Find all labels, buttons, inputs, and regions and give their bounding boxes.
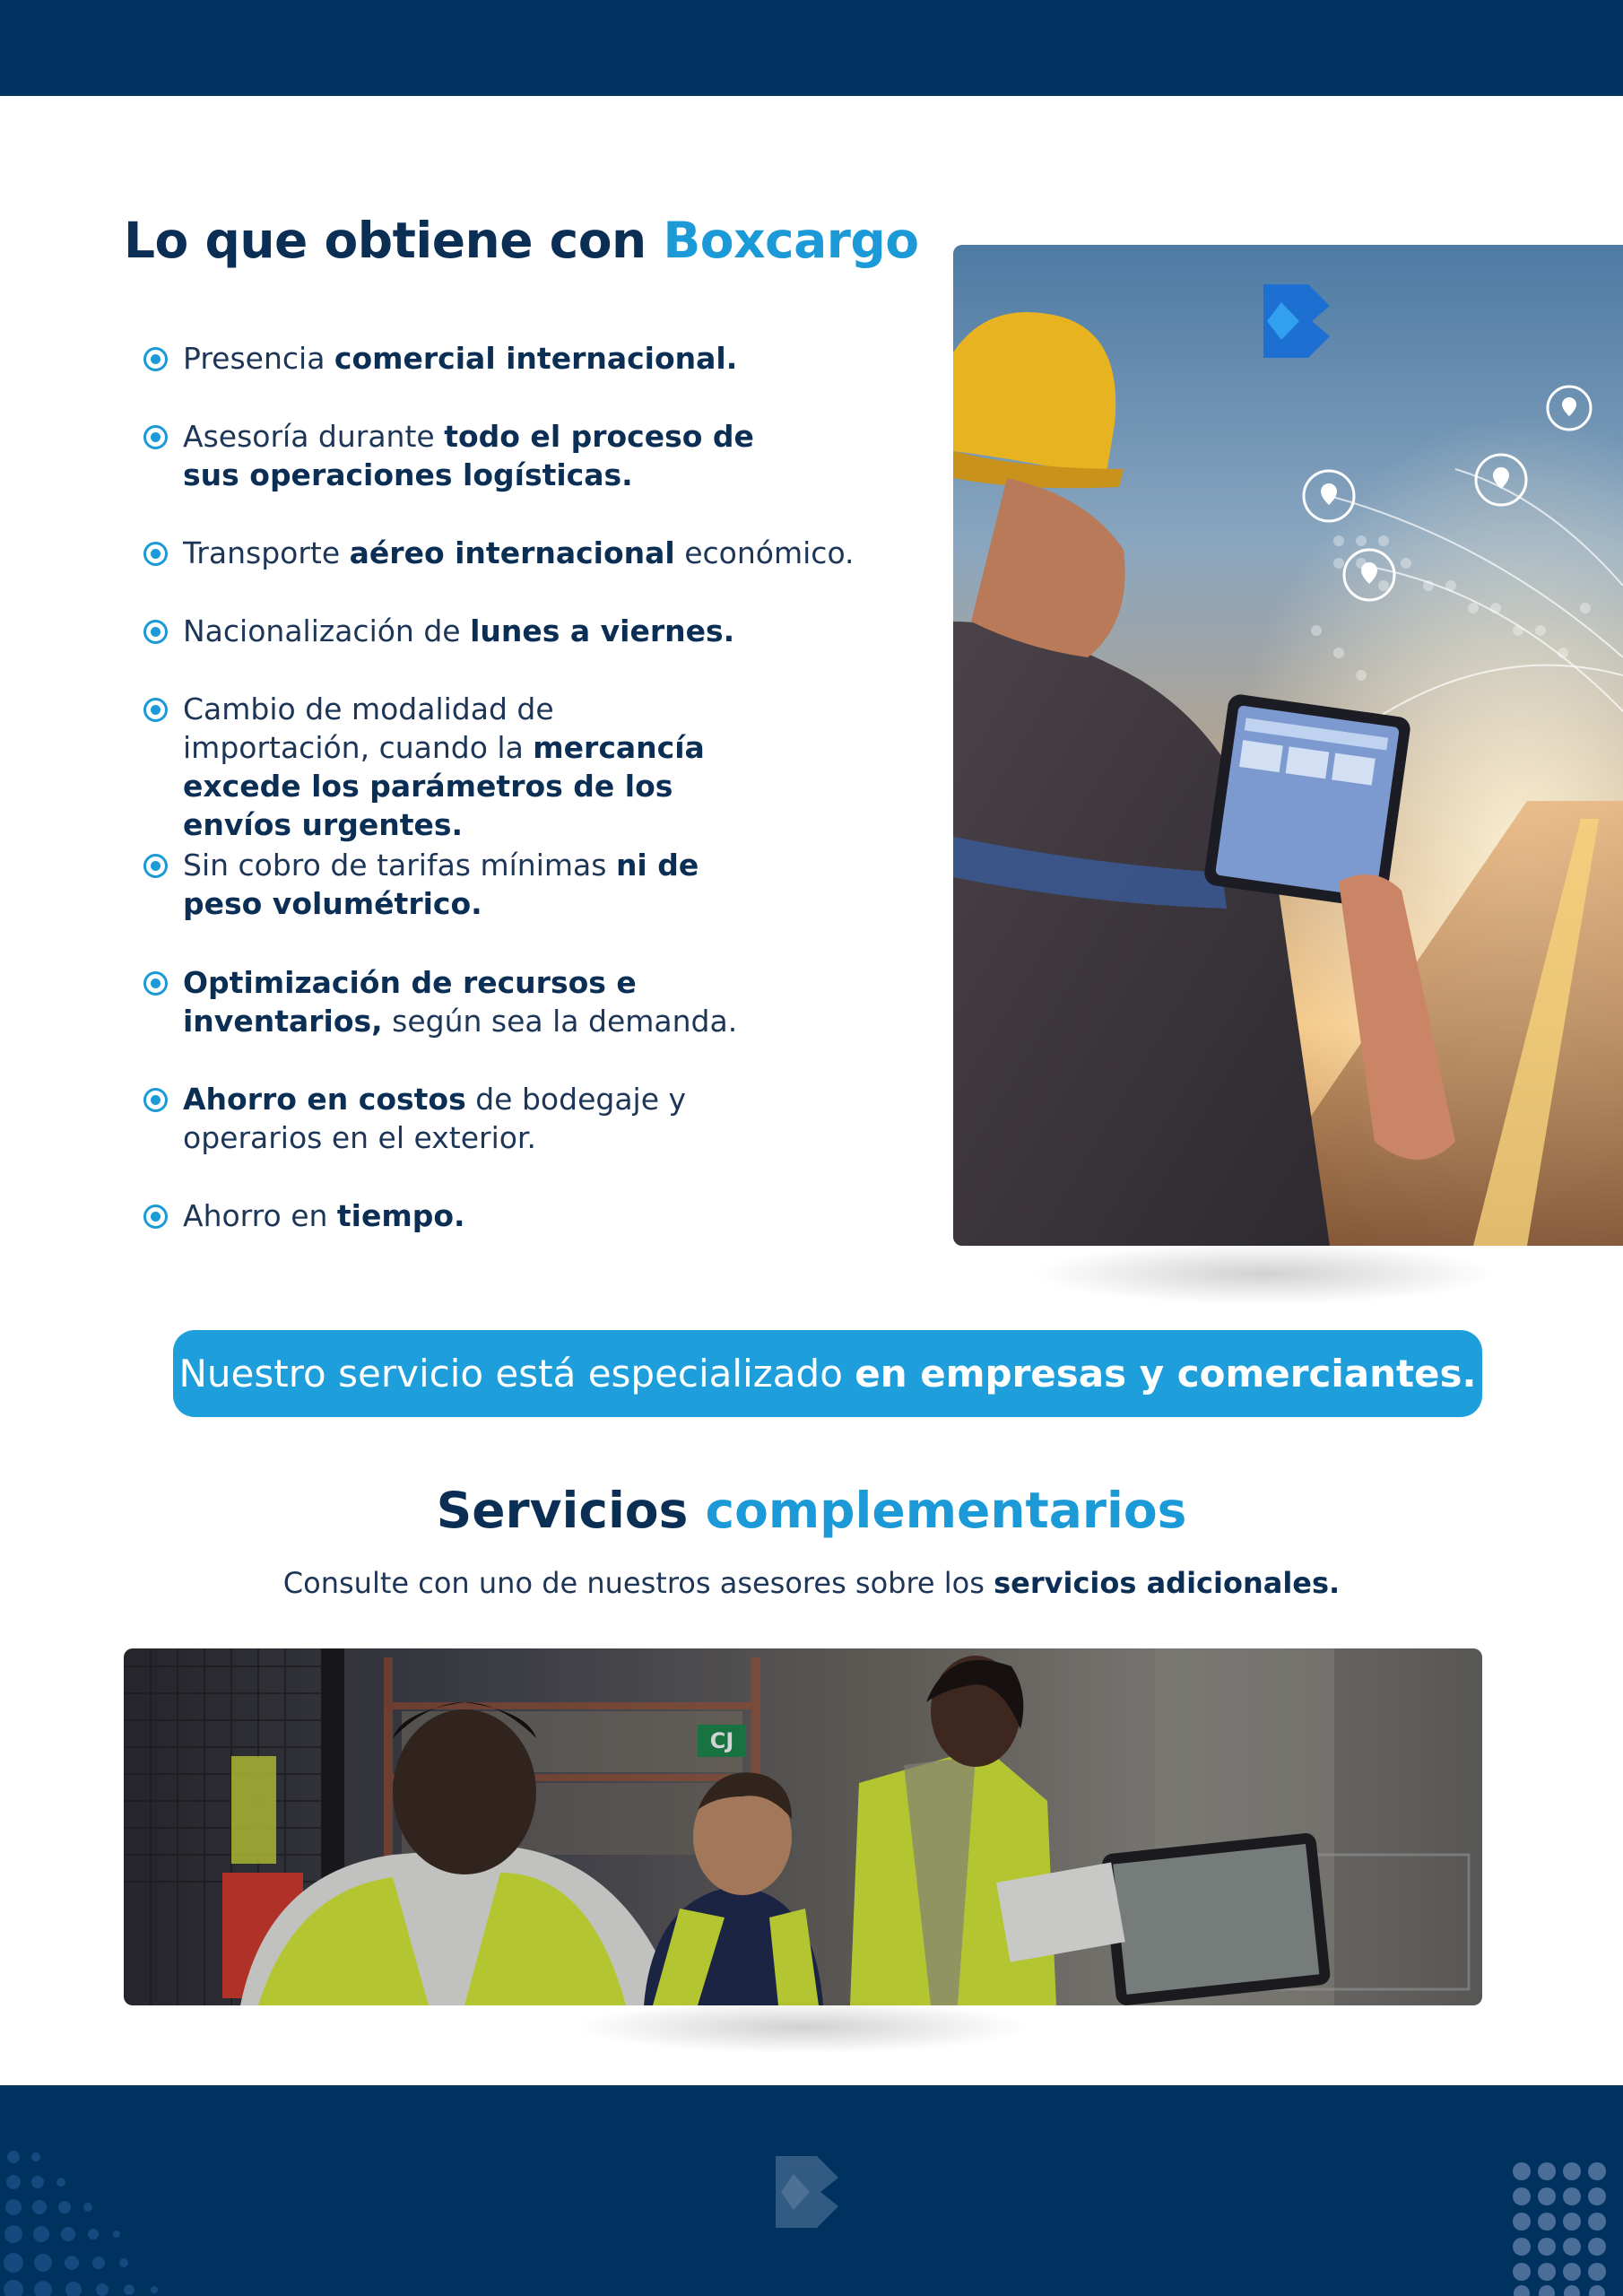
benefit-text <box>183 963 793 1040</box>
warehouse-team-photo <box>124 1648 1482 2005</box>
benefit-text <box>183 690 748 844</box>
benefit-text-regular: de bodegaje y operarios en el exterior. <box>183 1082 687 1155</box>
photo-shadow <box>1031 1242 1497 1305</box>
benefit-text-bold: Ahorro en costos <box>183 1082 466 1117</box>
services-title <box>0 1482 1623 1539</box>
benefit-text-bold: comercial internacional. <box>334 341 738 376</box>
benefit-text-regular: económico. <box>674 535 855 570</box>
radio-bullet-icon <box>143 1205 168 1229</box>
benefit-text-bold: ni de peso volumétrico. <box>183 848 699 921</box>
benefit-text-bold: Optimización de recursos e inventarios, <box>183 965 637 1039</box>
radio-bullet-icon <box>143 347 168 371</box>
benefit-text <box>183 612 829 650</box>
benefit-text-regular: Nacionalización de <box>183 613 471 648</box>
warehouse-sign-text: CJ <box>709 1728 734 1753</box>
benefit-text <box>183 1196 829 1235</box>
services-subtitle-bold: servicios adicionales. <box>994 1566 1341 1600</box>
benefit-text-regular: Asesoría durante <box>183 419 445 454</box>
footer-band <box>0 2085 1623 2296</box>
boxcargo-logo-icon <box>1254 281 1332 361</box>
benefit-text-regular: Transporte <box>183 535 350 570</box>
banner-text-bold: en empresas y comerciantes. <box>855 1352 1477 1396</box>
benefit-text <box>183 1080 793 1157</box>
radio-bullet-icon <box>143 425 168 449</box>
benefits-title-main: Lo que obtiene con <box>124 212 664 269</box>
radio-bullet-icon <box>143 854 168 878</box>
footer-dot-pattern-right <box>1513 2162 1606 2296</box>
benefit-text-regular: Ahorro en <box>183 1198 337 1233</box>
benefit-text-regular: Presencia <box>183 341 334 376</box>
benefit-text-bold: lunes a viernes. <box>470 613 735 648</box>
services-title-accent: complementarios <box>705 1482 1187 1539</box>
benefit-text <box>183 846 775 923</box>
benefit-text-bold: tiempo. <box>336 1198 465 1233</box>
top-header-band <box>0 0 1623 96</box>
benefits-title <box>124 212 919 269</box>
benefit-text-regular: Sin cobro de tarifas mínimas <box>183 848 616 883</box>
benefit-text-bold: todo el proceso de sus operaciones logísticas. <box>183 419 754 492</box>
radio-bullet-icon <box>143 542 168 566</box>
benefit-text <box>183 339 829 378</box>
radio-bullet-icon <box>143 698 168 722</box>
radio-bullet-icon <box>143 1088 168 1112</box>
radio-bullet-icon <box>143 971 168 996</box>
banner-text-regular: Nuestro servicio está especializado <box>178 1352 855 1396</box>
benefit-text-bold: mercancía excede los parámetros de los envíos urgentes. <box>183 730 705 842</box>
benefits-title-brand: Boxcargo <box>663 212 919 269</box>
specialization-banner <box>173 1330 1482 1417</box>
radio-bullet-icon <box>143 620 168 644</box>
footer-dot-pattern-left <box>4 2151 158 2296</box>
services-subtitle <box>0 1566 1623 1600</box>
benefit-text <box>183 534 855 572</box>
services-title-main: Servicios <box>436 1482 706 1539</box>
worker-tablet-photo <box>953 245 1623 1246</box>
benefit-text-regular: según sea la demanda. <box>382 1004 738 1039</box>
benefit-text-regular: Cambio de modalidad de importación, cuando la <box>183 691 554 765</box>
photo-shadow <box>574 2000 1031 2054</box>
services-subtitle-regular: Consulte con uno de nuestros asesores sobre los <box>282 1566 994 1600</box>
benefit-text-bold: aéreo internacional <box>349 535 675 570</box>
boxcargo-logo-icon <box>776 2156 838 2228</box>
benefit-text <box>183 417 775 494</box>
